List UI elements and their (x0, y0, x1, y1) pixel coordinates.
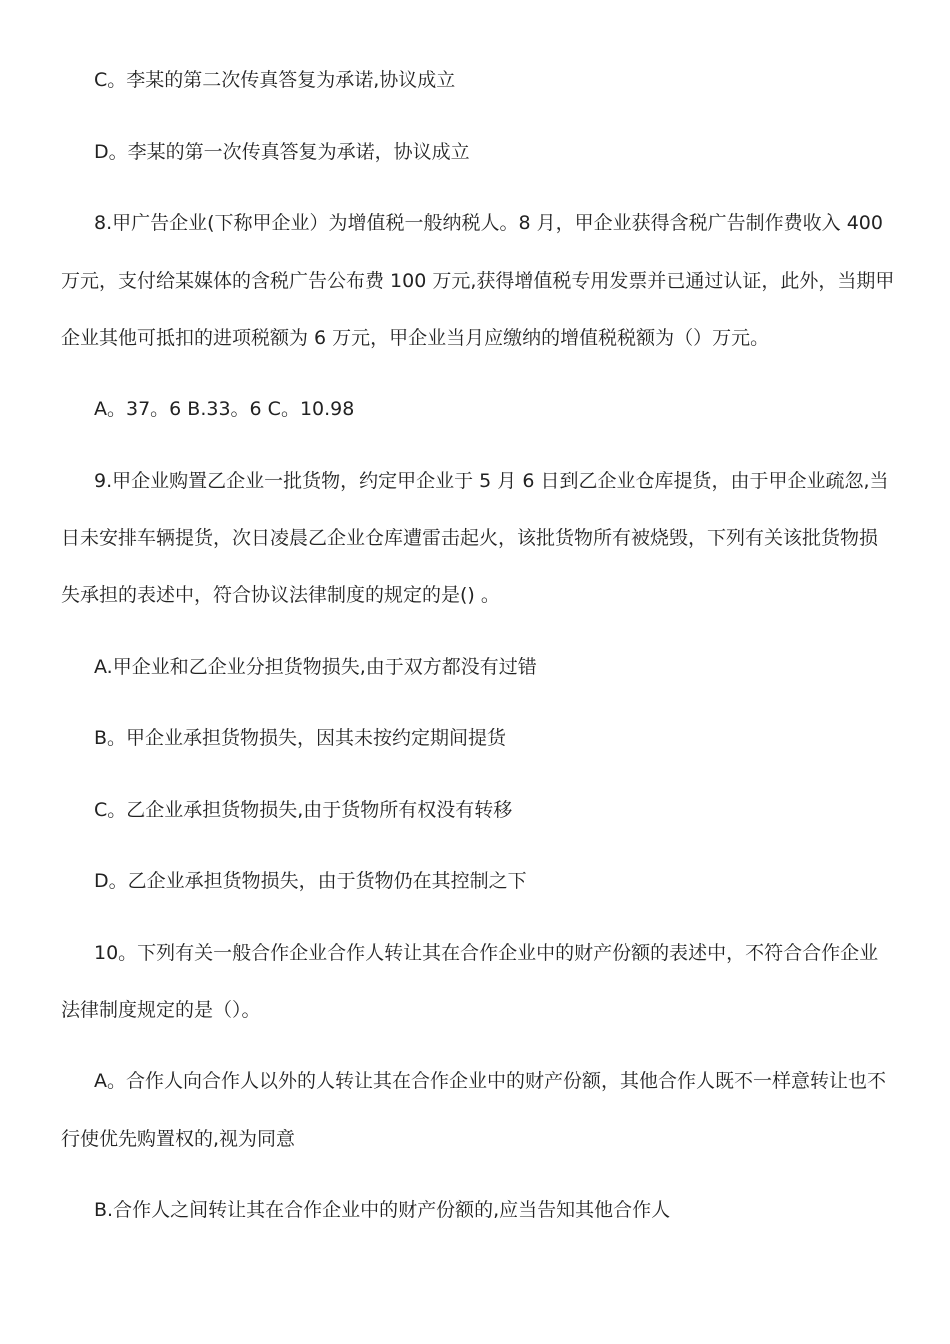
question-9-option-a: A.甲企业和乙企业分担货物损失,由于双方都没有过错 (94, 656, 537, 678)
question-8-options: A。37。6 B.33。6 C。10.98 (94, 398, 355, 420)
question-10-option-a-line-1: A。合作人向合作人以外的人转让其在合作企业中的财产份额，其他合作人既不一样意转让也不 (94, 1070, 887, 1092)
option-c-line: C。李某的第二次传真答复为承诺,协议成立 (94, 69, 456, 91)
question-10-line-2: 法律制度规定的是（）。 (61, 999, 261, 1021)
question-9-option-c: C。乙企业承担货物损失,由于货物所有权没有转移 (94, 799, 513, 821)
question-8-line-3: 企业其他可抵扣的进项税额为 6 万元，甲企业当月应缴纳的增值税税额为（）万元。 (61, 327, 770, 349)
question-9-line-1: 9.甲企业购置乙企业一批货物，约定甲企业于 5 月 6 日到乙企业仓库提货，由于甲企业疏忽,当 (94, 470, 889, 492)
question-9-option-b: B。甲企业承担货物损失，因其未按约定期间提货 (94, 727, 507, 749)
question-8-line-1: 8.甲广告企业(下称甲企业）为增值税一般纳税人。8 月，甲企业获得含税广告制作费收入 400 (94, 212, 883, 234)
question-10-option-a-line-2: 行使优先购置权的,视为同意 (61, 1128, 296, 1150)
option-d-line: D。李某的第一次传真答复为承诺，协议成立 (94, 141, 470, 163)
question-9-line-2: 日未安排车辆提货，次日凌晨乙企业仓库遭雷击起火，该批货物所有被烧毁，下列有关该批货物损 (61, 527, 879, 549)
question-10-option-b: B.合作人之间转让其在合作企业中的财产份额的,应当告知其他合作人 (94, 1199, 671, 1221)
question-9-option-d: D。乙企业承担货物损失，由于货物仍在其控制之下 (94, 870, 527, 892)
question-9-line-3: 失承担的表述中，符合协议法律制度的规定的是() 。 (61, 584, 500, 606)
question-8-line-2: 万元，支付给某媒体的含税广告公布费 100 万元,获得增值税专用发票并已通过认证，此外，当期甲 (61, 270, 895, 292)
question-10-line-1: 10。下列有关一般合作企业合作人转让其在合作企业中的财产份额的表述中，不符合合作企业 (94, 942, 879, 964)
